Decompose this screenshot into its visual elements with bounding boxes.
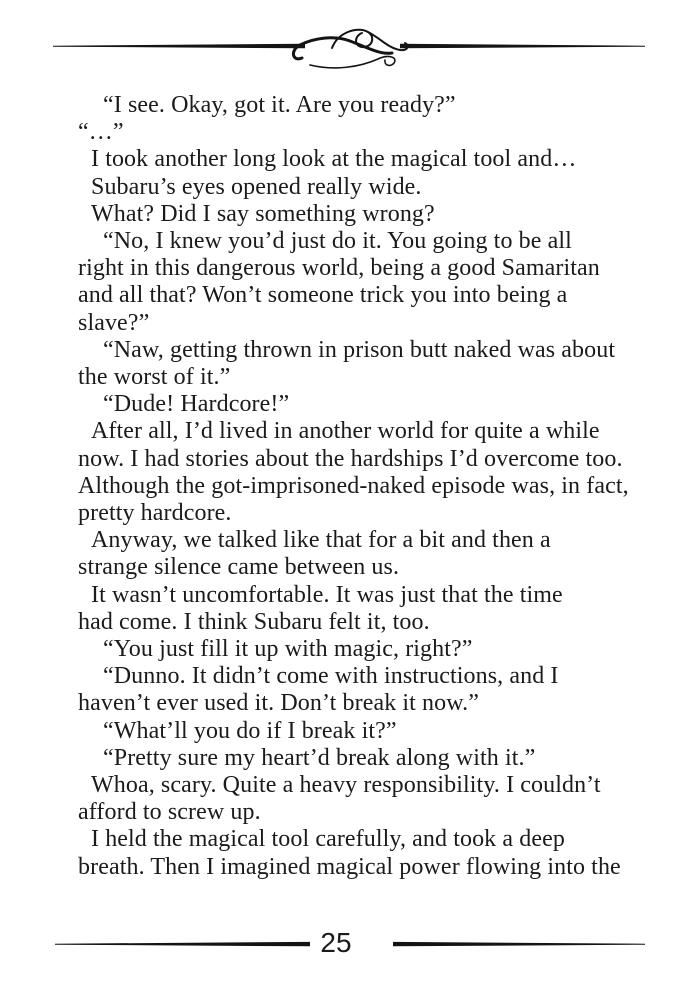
paragraph	[78, 418, 638, 527]
text-line: Anyway, we talked like that for a bit and then a	[91, 527, 551, 554]
text-line: After all, I’d lived in another world for quite a while	[91, 418, 600, 445]
text-line: right in this dangerous world, being a good Samaritan	[78, 255, 600, 282]
text-line: “Pretty sure my heart’d break along with it.”	[103, 744, 536, 771]
text-line: I took another long look at the magical tool and…	[91, 146, 577, 173]
text-line: It wasn’t uncomfortable. It was just that the time	[91, 581, 563, 608]
text-line: Although the got-imprisoned-naked episode was, in fact,	[78, 472, 629, 499]
text-line: “You just fill it up with magic, right?”	[103, 636, 473, 663]
text-line: pretty hardcore.	[78, 500, 232, 527]
text-line: slave?”	[78, 309, 150, 336]
text-line: “I see. Okay, got it. Are you ready?”	[103, 92, 456, 118]
text-line: breath. Then I imagined magical power flowing into the	[78, 853, 621, 880]
text-line: Subaru’s eyes opened really wide.	[91, 173, 422, 200]
paragraph	[78, 92, 638, 119]
text-line: “What’ll you do if I break it?”	[103, 717, 397, 744]
top-divider	[40, 18, 660, 74]
paragraph	[78, 636, 638, 663]
text-line: Whoa, scary. Quite a heavy responsibility. I couldn’t	[91, 772, 601, 799]
text-line: “Dude! Hardcore!”	[103, 391, 290, 418]
paragraph	[78, 582, 638, 636]
paragraph	[78, 201, 638, 228]
text-line: afford to screw up.	[78, 799, 261, 826]
paragraph	[78, 745, 638, 772]
flourish-ornament-icon	[293, 30, 407, 68]
top-rule-right	[400, 44, 645, 49]
text-line: “No, I knew you’d just do it. You going to be all	[103, 228, 572, 255]
text-line: “…”	[78, 119, 124, 146]
paragraph	[78, 527, 638, 581]
page-number: 25	[320, 927, 352, 958]
text-line: I held the magical tool carefully, and took a deep	[91, 826, 565, 853]
paragraph	[78, 663, 638, 717]
paragraph	[78, 228, 638, 337]
text-line: What? Did I say something wrong?	[91, 200, 435, 227]
paragraph	[78, 718, 638, 745]
paragraph	[78, 826, 638, 880]
paragraph	[78, 119, 638, 146]
text-line: had come. I think Subaru felt it, too.	[78, 608, 430, 635]
paragraph	[78, 146, 638, 173]
text-line: now. I had stories about the hardships I’d overcome too.	[78, 445, 623, 472]
text-line: strange silence came between us.	[78, 554, 400, 581]
text-line: “Naw, getting thrown in prison butt naked was about	[103, 336, 616, 363]
text-line: the worst of it.”	[78, 364, 231, 391]
paragraph	[78, 337, 638, 391]
footer-rule-left	[55, 942, 310, 946]
top-rule-left	[53, 44, 305, 49]
paragraph	[78, 174, 638, 201]
text-line: “Dunno. It didn’t come with instructions, and I	[103, 663, 559, 690]
footer-rule-right	[393, 942, 645, 946]
text-line: and all that? Won’t someone trick you into being a	[78, 282, 568, 309]
paragraph	[78, 391, 638, 418]
paragraph	[78, 772, 638, 826]
text-line: haven’t ever used it. Don’t break it now.”	[78, 690, 479, 717]
text-area	[78, 92, 638, 881]
